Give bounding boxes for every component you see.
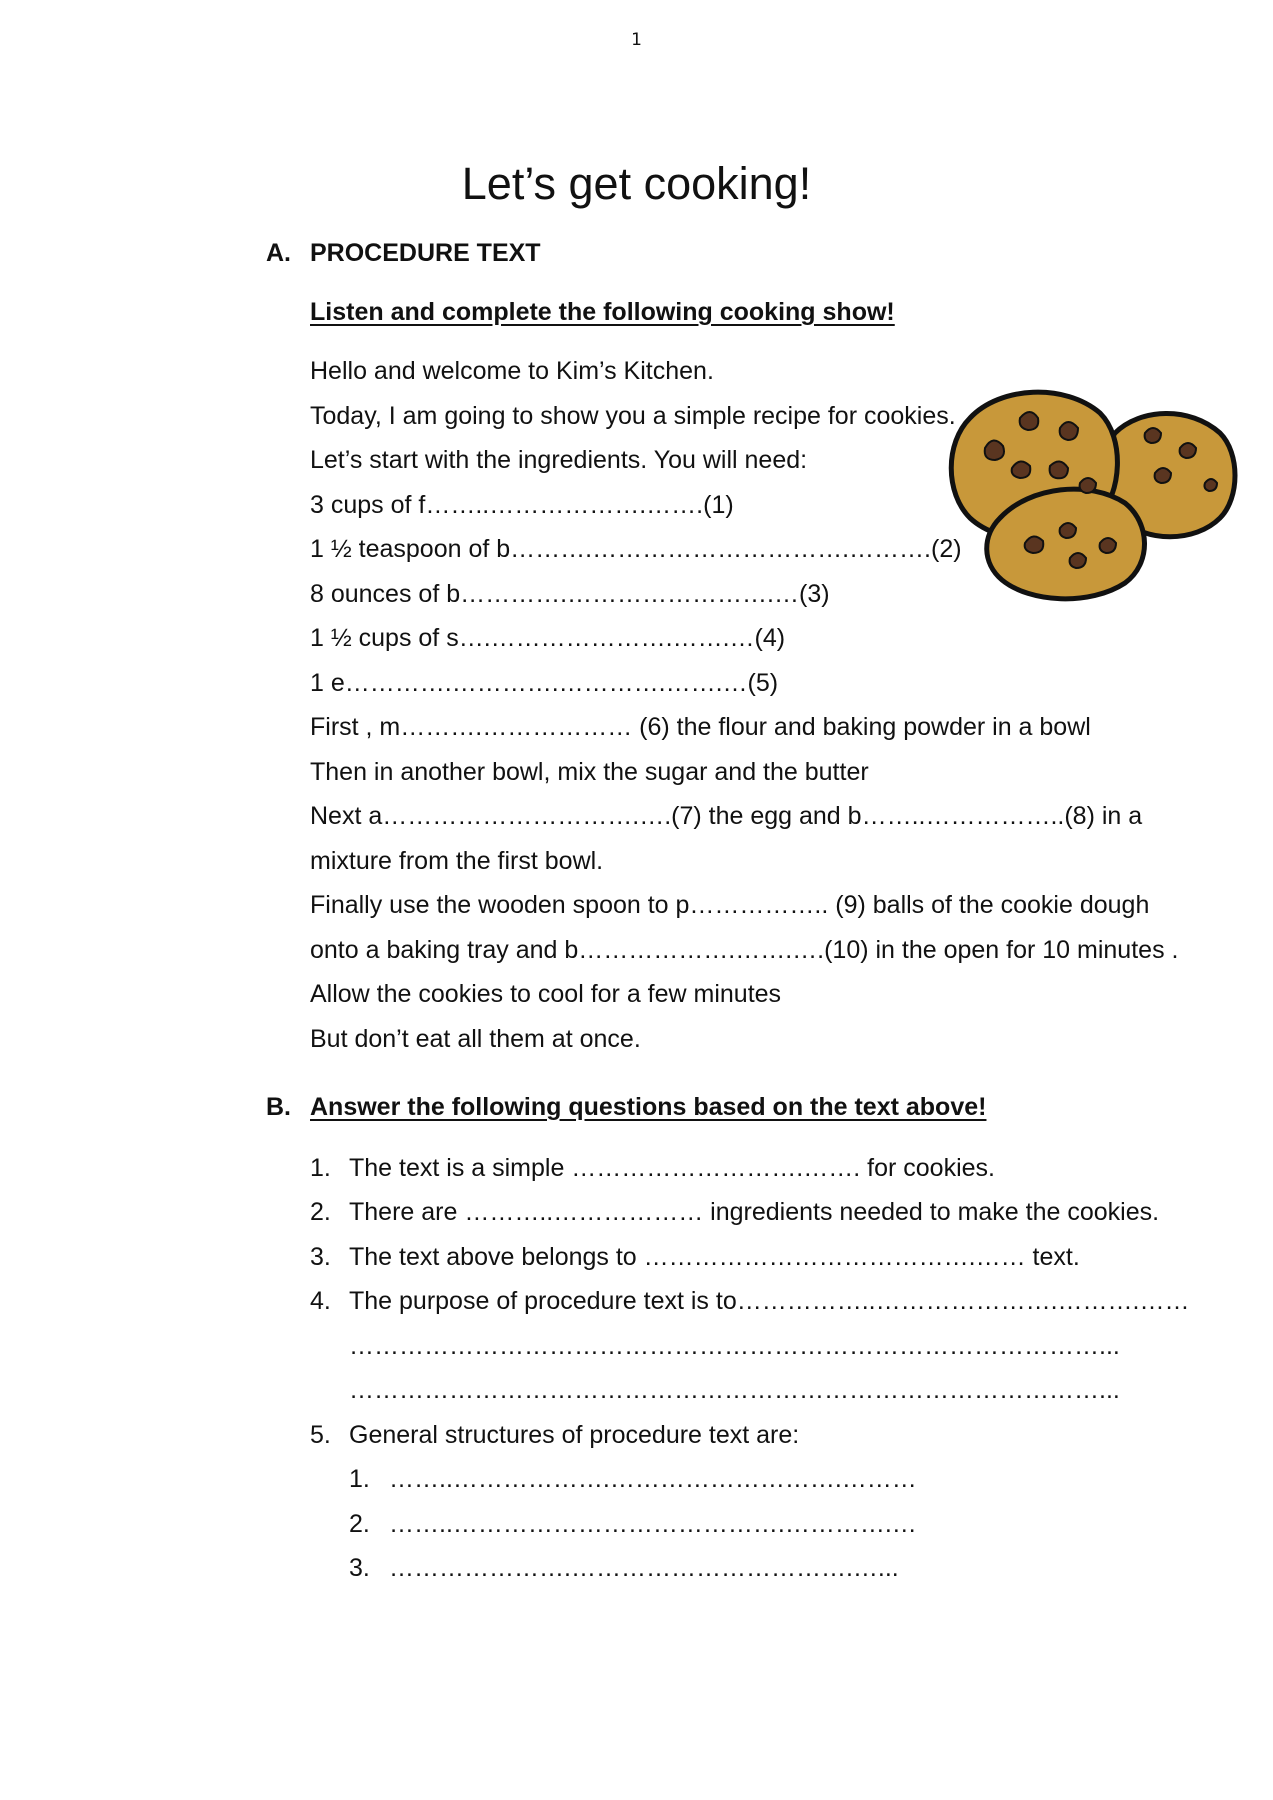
procedure-line: 1 e………….………….………….…….…(5) (310, 669, 779, 697)
procedure-line: Hello and welcome to Kim’s Kitchen. (310, 357, 714, 385)
question-number: 1. (310, 1154, 331, 1182)
section-a-letter: A. (266, 239, 291, 267)
procedure-line: Let’s start with the ingredients. You will need: (310, 446, 808, 474)
answer-line: ………………………………………………………………………………... (349, 1376, 1120, 1404)
question-number: 5. (310, 1421, 331, 1449)
procedure-line: Today, I am going to show you a simple recipe for cookies. (310, 402, 956, 430)
question-number: 4. (310, 1287, 331, 1315)
structure-answer-line: ………………….…………………………….…... (389, 1554, 899, 1582)
procedure-line: 8 ounces of b………….…………………….…(3) (310, 580, 830, 608)
procedure-line: 1 ½ cups of s….………………….…….…(4) (310, 624, 786, 652)
structure-number: 3. (349, 1554, 370, 1582)
question-text: General structures of procedure text are: (349, 1421, 800, 1449)
structure-number: 2. (349, 1510, 370, 1538)
chocolate-chip-cookies-icon (940, 378, 1240, 608)
structure-answer-line: ……..………………………………….………….… (389, 1510, 917, 1538)
procedure-line: 1 ½ teaspoon of b……….………………………….……….(2) (310, 535, 962, 563)
question-text: The purpose of procedure text is to……………..………………….……….…… (349, 1287, 1190, 1315)
question-text: The text above belongs to ………………………………….…… text. (349, 1243, 1080, 1271)
procedure-line: Allow the cookies to cool for a few minutes (310, 980, 782, 1008)
procedure-line: Next a………………………….….(7) the egg and b……..……………..(8) in a (310, 802, 1143, 830)
section-a-heading: PROCEDURE TEXT (310, 239, 541, 267)
section-b-heading: Answer the following questions based on the text above! (310, 1093, 987, 1121)
section-a-instruction: Listen and complete the following cooking show! (310, 298, 895, 326)
procedure-line: First , m……….……………… (6) the flour and baking powder in a bowl (310, 713, 1091, 741)
procedure-line: Then in another bowl, mix the sugar and the butter (310, 758, 869, 786)
procedure-line: Finally use the wooden spoon to p…………….. (9) balls of the cookie dough (310, 891, 1150, 919)
structure-number: 1. (349, 1465, 370, 1493)
answer-line: ………………………………………………………………………………... (349, 1332, 1120, 1360)
procedure-line: But don’t eat all them at once. (310, 1025, 641, 1053)
question-text: The text is a simple ……………………….……. for cookies. (349, 1154, 995, 1182)
question-text: There are ………..……………… ingredients needed to make the cookies. (349, 1198, 1160, 1226)
question-number: 3. (310, 1243, 331, 1271)
procedure-line: 3 cups of f……..……………….…….(1) (310, 491, 734, 519)
structure-answer-line: ……..……………….……………………….……… (389, 1465, 917, 1493)
page-title: Let’s get cooking! (461, 158, 812, 209)
page-number: 1 (631, 30, 642, 50)
section-b-letter: B. (266, 1093, 291, 1121)
question-number: 2. (310, 1198, 331, 1226)
procedure-line: onto a baking tray and b……………….…….….(10) in the open for 10 minutes . (310, 936, 1179, 964)
procedure-line: mixture from the first bowl. (310, 847, 604, 875)
